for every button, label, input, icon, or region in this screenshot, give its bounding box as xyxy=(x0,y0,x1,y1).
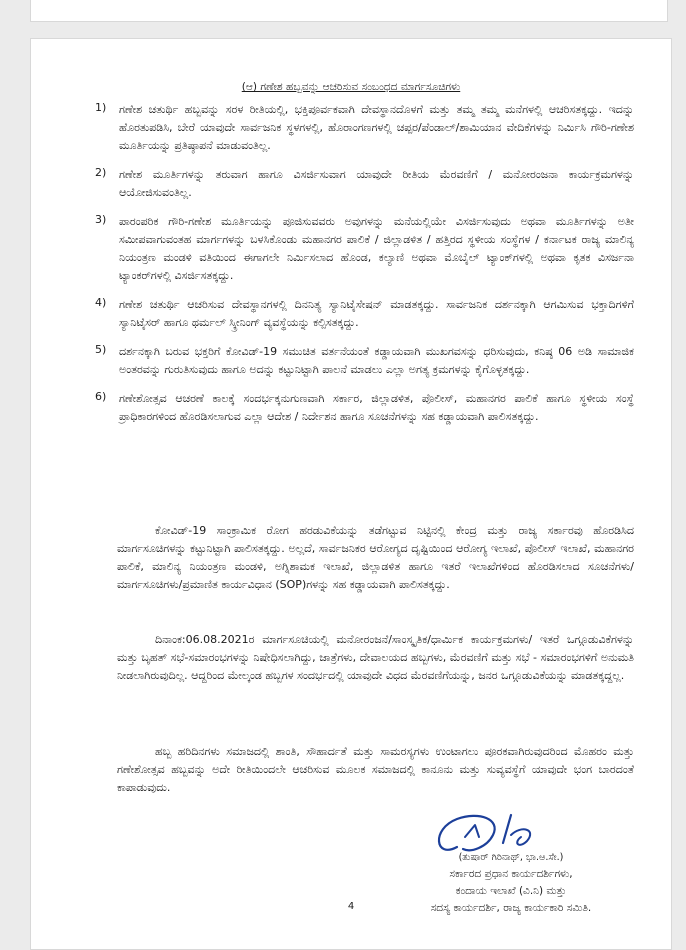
list-item xyxy=(95,101,634,155)
page-number: 4 xyxy=(347,901,355,912)
item-number: 1) xyxy=(95,101,107,114)
item-number: 5) xyxy=(95,343,107,356)
signatory-designation: ಸರ್ಕಾರದ ಪ್ರಧಾನ ಕಾರ್ಯದರ್ಶಿಗಳು, xyxy=(449,868,573,880)
list-item xyxy=(95,166,634,202)
list-item xyxy=(95,390,634,426)
item-text: ಗಣೇಶೋತ್ಸವ ಆಚರಣೆ ಕಾಲಕ್ಕೆ ಸಂದರ್ಭಕ್ಕನುಗುಣವಾಗಿ ಸರ್ಕಾರ, ಜಿಲ್ಲಾಡಳಿತ, ಪೊಲೀಸ್, ಮಹಾನಗರ ಪಾಲಿಕೆ ಹಾಗೂ ಸ್ಥಳೀಯ ಸಂಸ್ಥೆ ಪ್ರಾಧಿಕಾರಗಳಿಂದ ಹೊರಡಿಸಲಾಗುವ ಎಲ್ಲಾ ಆದೇಶ / ನಿರ್ದೇಶನ ಹಾಗೂ ಸೂಚನೆಗಳನ್ನು ಸಹ ಕಡ್ಡಾಯವಾಗಿ ಪಾಲಿಸತಕ್ಕದ್ದು. xyxy=(119,392,634,423)
item-number: 4) xyxy=(95,296,107,309)
section-heading: (ಆ) ಗಣೇಶ ಹಬ್ಬವನ್ನು ಆಚರಿಸುವ ಸಂಬಂಧದ ಮಾರ್ಗಸೂಚಿಗಳು xyxy=(241,81,461,93)
item-number: 3) xyxy=(95,213,107,226)
guideline-list xyxy=(95,101,634,437)
document-page xyxy=(30,38,672,950)
signatory-name: (ತುಷಾರ್ ಗಿರಿನಾಥ್, ಭಾ.ಆ.ಸೇ.) xyxy=(458,852,564,863)
list-item xyxy=(95,296,634,332)
item-text: ಪಾರಂಪರಿಕ ಗೌರಿ-ಗಣೇಶ ಮೂರ್ತಿಯನ್ನು ಪೂಜಿಸುವವರು ಅವುಗಳನ್ನು ಮನೆಯಲ್ಲಿಯೇ ವಿಸರ್ಜಿಸುವುದು ಅಥವಾ ಮೂರ್ತಿಗಳನ್ನು ಅತೀ ಸಮೀಪವಾಗುವಂತಹ ಮಾರ್ಗಗಳನ್ನು ಬಳಸಿಕೊಂಡು ಮಹಾನಗರ ಪಾಲಿಕೆ / ಜಿಲ್ಲಾಡಳಿತ / ಹತ್ತಿರದ ಸ್ಥಳೀಯ ಸಂಸ್ಥೆಗಳ / ಕರ್ನಾಟಕ ರಾಜ್ಯ ಮಾಲಿನ್ಯ ನಿಯಂತ್ರಣ ಮಂಡಳಿ ವತಿಯಿಂದ ಈಗಾಗಲೇ ನಿರ್ಮಿಸಲಾದ ಹೊಂಡ, ಕಲ್ಯಾಣಿ ಅಥವಾ ಮೊಬೈಲ್ ಟ್ಯಾಂಕ್‌ಗಳಲ್ಲಿ ಅಥವಾ ಕೃತಕ ವಿಸರ್ಜನಾ ಟ್ಯಾಂಕರ್‌ಗಳಲ್ಲಿ ವಿಸರ್ಜಿಸತಕ್ಕದ್ದು. xyxy=(119,215,634,282)
previous-page-edge xyxy=(30,0,668,22)
item-number: 2) xyxy=(95,166,107,179)
item-text: ದರ್ಶನಕ್ಕಾಗಿ ಬರುವ ಭಕ್ತರಿಗೆ ಕೋವಿಡ್-19 ಸಮುಚಿತ ವರ್ತನೆಯಂತೆ ಕಡ್ಡಾಯವಾಗಿ ಮುಖಗವಸನ್ನು ಧರಿಸುವುದು, ಕನಿಷ್ಠ 06 ಅಡಿ ಸಾಮಾಜಿಕ ಅಂತರವನ್ನು ಗುರುತಿಸುವುದು ಹಾಗೂ ಅದನ್ನು ಕಟ್ಟುನಿಟ್ಟಾಗಿ ಪಾಲನೆ ಮಾಡಲು ಎಲ್ಲಾ ಅಗತ್ಯ ಕ್ರಮಗಳನ್ನು ಕೈಗೊಳ್ಳತಕ್ಕದ್ದು. xyxy=(119,345,634,376)
signatory-department: ಕಂದಾಯ ಇಲಾಖೆ (ವಿ.ನಿ) ಮತ್ತು xyxy=(455,885,567,897)
covid-guidelines-paragraph: ಕೋವಿಡ್-19 ಸಾಂಕ್ರಾಮಿಕ ರೋಗ ಹರಡುವಿಕೆಯನ್ನು ತಡೆಗಟ್ಟುವ ನಿಟ್ಟಿನಲ್ಲಿ ಕೇಂದ್ರ ಮತ್ತು ರಾಜ್ಯ ಸರ್ಕಾರವು ಹೊರಡಿಸಿದ ಮಾರ್ಗಸೂಚಿಗಳನ್ನು ಕಟ್ಟುನಿಟ್ಟಾಗಿ ಪಾಲಿಸತಕ್ಕದ್ದು. ಅಲ್ಲದೆ, ಸಾರ್ವಜನಿಕರ ಆರೋಗ್ಯದ ದೃಷ್ಟಿಯಿಂದ ಆರೋಗ್ಯ ಇಲಾಖೆ, ಪೊಲೀಸ್ ಇಲಾಖೆ, ಮಹಾನಗರ ಪಾಲಿಕೆ, ಮಾಲಿನ್ಯ ನಿಯಂತ್ರಣ ಮಂಡಳಿ, ಅಗ್ನಿಶಾಮಕ ಇಲಾಖೆ, ಜಿಲ್ಲಾಡಳಿತ ಹಾಗೂ ಇತರೆ ಇಲಾಖೆಗಳಿಂದ ಹೊರಡಿಸಲಾದ ಸೂಚನೆಗಳು/ಮಾರ್ಗಸೂಚಿಗಳು/ಪ್ರಮಾಣಿತ ಕಾರ್ಯವಿಧಾನ (SOP)ಗಳನ್ನು ಸಹ ಕಡ್ಡಾಯವಾಗಿ ಪಾಲಿಸತಕ್ಕದ್ದು. xyxy=(117,524,634,591)
list-item xyxy=(95,343,634,379)
list-item xyxy=(95,213,634,285)
item-text: ಗಣೇಶ ಮೂರ್ತಿಗಳನ್ನು ತರುವಾಗ ಹಾಗೂ ವಿಸರ್ಜಿಸುವಾಗ ಯಾವುದೇ ರೀತಿಯ ಮೆರವಣಿಗೆ / ಮನೋರಂಜನಾ ಕಾರ್ಯಕ್ರಮಗಳನ್ನು ಆಯೋಜಿಸುವಂತಿಲ್ಲ. xyxy=(119,168,634,199)
signatory-committee: ಸದಸ್ಯ ಕಾರ್ಯದರ್ಶಿ, ರಾಜ್ಯ ಕಾರ್ಯಕಾರಿ ಸಮಿತಿ. xyxy=(430,902,592,914)
item-text: ಗಣೇಶ ಚತುರ್ಥಿ ಹಬ್ಬವನ್ನು ಸರಳ ರೀತಿಯಲ್ಲಿ, ಭಕ್ತಿಪೂರ್ವಕವಾಗಿ ದೇವಸ್ಥಾನದೊಳಗೆ ಮತ್ತು ತಮ್ಮ ತಮ್ಮ ಮನೆಗಳಲ್ಲಿ ಆಚರಿಸತಕ್ಕದ್ದು. ಇದನ್ನು ಹೊರತುಪಡಿಸಿ, ಬೇರೆ ಯಾವುದೇ ಸಾರ್ವಜನಿಕ ಸ್ಥಳಗಳಲ್ಲಿ, ಹೊರಾಂಗಣಗಳಲ್ಲಿ ಚಪ್ಪರ/ಪೆಂಡಾಲ್/ಶಾಮಿಯಾನ ವೇದಿಕೆಗಳನ್ನು ನಿರ್ಮಿಸಿ ಗೌರಿ-ಗಣೇಶ ಮೂರ್ತಿಯನ್ನು ಪ್ರತಿಷ್ಠಾಪನೆ ಮಾಡುವಂತಿಲ್ಲ. xyxy=(119,103,634,152)
prohibition-paragraph: ದಿನಾಂಕ:06.08.2021ರ ಮಾರ್ಗಸೂಚಿಯಲ್ಲಿ ಮನೋರಂಜನೆ/ಸಾಂಸ್ಕೃತಿಕ/ಧಾರ್ಮಿಕ ಕಾರ್ಯಕ್ರಮಗಳು/ ಇತರೆ ಒಗ್ಗೂಡುವಿಕೆಗಳನ್ನು ಮತ್ತು ಬೃಹತ್ ಸಭೆ-ಸಮಾರಂಭಗಳನ್ನು ನಿಷೇಧಿಸಲಾಗಿದ್ದು, ಜಾತ್ರೆಗಳು, ದೇವಾಲಯದ ಹಬ್ಬಗಳು, ಮೆರವಣಿಗೆ ಮತ್ತು ಸಭೆ - ಸಮಾರಂಭಗಳಿಗೆ ಅನುಮತಿ ನೀಡಲಾಗಿರುವುದಿಲ್ಲ. ಆದ್ದರಿಂದ ಮೇಲ್ಕಂಡ ಹಬ್ಬಗಳ ಸಂದರ್ಭದಲ್ಲಿ ಯಾವುದೇ ವಿಧದ ಮೆರವಣಿಗೆಯನ್ನು, ಜನರ ಒಗ್ಗೂಡುವಿಕೆಯನ್ನು ಮಾಡತಕ್ಕದ್ದಲ್ಲ. xyxy=(117,633,634,682)
item-number: 6) xyxy=(95,390,107,403)
harmony-paragraph: ಹಬ್ಬ ಹರಿದಿನಗಳು ಸಮಾಜದಲ್ಲಿ ಶಾಂತಿ, ಸೌಹಾರ್ದತೆ ಮತ್ತು ಸಾಮರಸ್ಯಗಳು ಉಂಟಾಗಲು ಪೂರಕವಾಗಿರುವುದರಿಂದ ಮೊಹರಂ ಮತ್ತು ಗಣೇಶೋತ್ಸವ ಹಬ್ಬವನ್ನು ಅದೇ ರೀತಿಯಿಂದಲೇ ಆಚರಿಸುವ ಮೂಲಕ ಸಮಾಜದಲ್ಲಿ ಕಾನೂನು ಮತ್ತು ಸುವ್ಯವಸ್ಥೆಗೆ ಯಾವುದೇ ಭಂಗ ಬಾರದಂತೆ ಕಾಪಾಡುವುದು. xyxy=(117,745,634,794)
item-text: ಗಣೇಶ ಚತುರ್ಥಿ ಆಚರಿಸುವ ದೇವಸ್ಥಾನಗಳಲ್ಲಿ ದಿನನಿತ್ಯ ಸ್ಯಾನಿಟೈಸೇಷನ್ ಮಾಡತಕ್ಕದ್ದು. ಸಾರ್ವಜನಿಕ ದರ್ಶನಕ್ಕಾಗಿ ಆಗಮಿಸುವ ಭಕ್ತಾದಿಗಳಿಗೆ ಸ್ಯಾನಿಟೈಸರ್ ಹಾಗೂ ಥರ್ಮಲ್ ಸ್ಕ್ರೀನಿಂಗ್ ವ್ಯವಸ್ಥೆಯನ್ನು ಕಲ್ಪಿಸತಕ್ಕದ್ದು. xyxy=(119,298,634,329)
